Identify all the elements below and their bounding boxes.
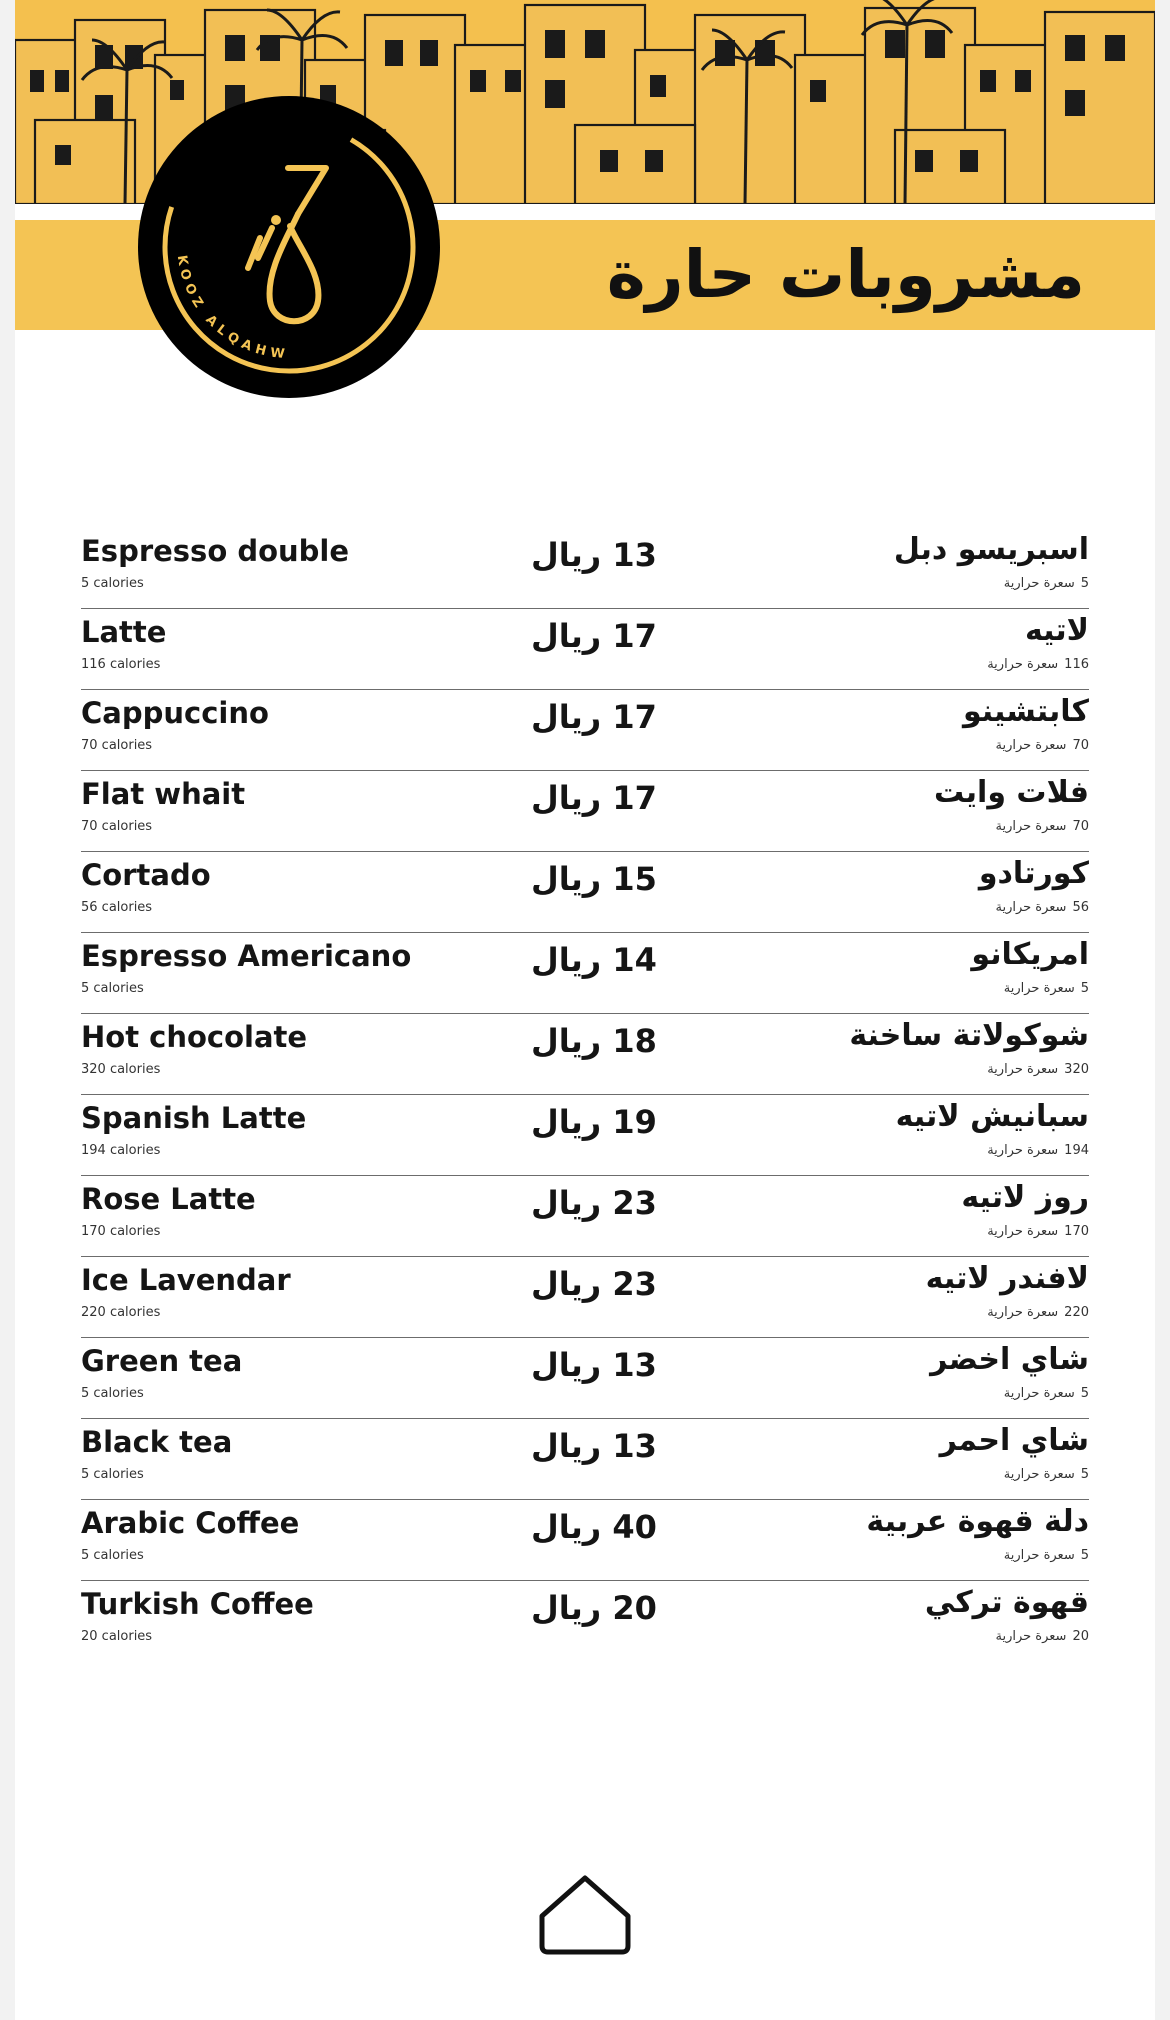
- item-calories-en: 320 calories: [81, 1062, 161, 1077]
- menu-item: [81, 690, 1089, 771]
- item-name-ar: لافندر لاتيه: [925, 1261, 1089, 1296]
- menu-list: [81, 528, 1089, 1662]
- item-calories-ar-value: 5: [1080, 576, 1089, 591]
- item-calories-en: 170 calories: [81, 1224, 161, 1239]
- item-name-en: Ice Lavendar: [81, 1263, 291, 1297]
- item-calories-ar: [995, 738, 1089, 753]
- item-calories-ar-label: سعرة حرارية: [995, 819, 1067, 834]
- item-name-ar: اسبريسو دبل: [893, 532, 1089, 567]
- item-calories-en: 116 calories: [81, 657, 161, 672]
- item-calories-ar-label: سعرة حرارية: [995, 1629, 1067, 1644]
- item-calories-ar: [1004, 1386, 1089, 1401]
- item-calories-ar-label: سعرة حرارية: [987, 1062, 1059, 1077]
- item-name-en: Espresso Americano: [81, 939, 412, 973]
- item-calories-ar: [995, 819, 1089, 834]
- item-calories-ar-label: سعرة حرارية: [1003, 981, 1075, 996]
- item-calories-en: 20 calories: [81, 1629, 153, 1644]
- item-calories-ar-label: سعرة حرارية: [987, 1305, 1059, 1320]
- item-price: 17 ريال: [531, 779, 657, 817]
- item-price: 15 ريال: [531, 860, 657, 898]
- item-name-en: Hot chocolate: [81, 1020, 308, 1054]
- menu-item: [81, 771, 1089, 852]
- item-calories-en: 56 calories: [81, 900, 153, 915]
- item-calories-ar-value: 56: [1072, 900, 1089, 915]
- item-calories-ar-label: سعرة حرارية: [1003, 1467, 1075, 1482]
- item-price: 14 ريال: [531, 941, 657, 979]
- item-name-ar: روز لاتيه: [961, 1180, 1089, 1215]
- item-calories-ar: [987, 1224, 1089, 1239]
- item-name-en: Green tea: [81, 1344, 243, 1378]
- item-calories-en: 70 calories: [81, 738, 153, 753]
- menu-item: [81, 1014, 1089, 1095]
- item-name-en: Arabic Coffee: [81, 1506, 300, 1540]
- item-price: 40 ريال: [531, 1508, 657, 1546]
- item-calories-ar: [987, 657, 1089, 672]
- item-calories-ar: [995, 1629, 1089, 1644]
- item-calories-ar: [987, 1305, 1089, 1320]
- page-title: مشروبات حارة: [606, 236, 1085, 313]
- item-calories-ar-value: 20: [1072, 1629, 1089, 1644]
- item-name-en: Rose Latte: [81, 1182, 256, 1216]
- menu-item: [81, 1500, 1089, 1581]
- menu-item: [81, 1257, 1089, 1338]
- item-calories-en: 5 calories: [81, 576, 144, 591]
- menu-item: [81, 1419, 1089, 1500]
- item-calories-en: 220 calories: [81, 1305, 161, 1320]
- item-calories-ar-value: 320: [1064, 1062, 1089, 1077]
- item-name-en: Espresso double: [81, 534, 350, 568]
- item-name-ar: فلات وايت: [934, 775, 1089, 810]
- item-calories-ar: [1004, 981, 1089, 996]
- item-price: 13 ريال: [531, 1427, 657, 1465]
- item-name-ar: كورتادو: [978, 856, 1089, 891]
- home-icon: [534, 1872, 636, 1958]
- item-price: 13 ريال: [531, 536, 657, 574]
- item-name-en: Flat whait: [81, 777, 246, 811]
- item-calories-ar-label: سعرة حرارية: [987, 657, 1059, 672]
- item-price: 23 ريال: [531, 1265, 657, 1303]
- item-calories-ar-value: 5: [1080, 1548, 1089, 1563]
- item-price: 20 ريال: [531, 1589, 657, 1627]
- item-calories-ar-label: سعرة حرارية: [995, 900, 1067, 915]
- item-name-ar: قهوة تركي: [924, 1585, 1089, 1620]
- item-name-ar: كابتشينو: [962, 694, 1089, 729]
- item-calories-ar-label: سعرة حرارية: [987, 1224, 1059, 1239]
- logo-text: KOOZ ALQAHW: [173, 254, 290, 363]
- item-name-ar: شاي احمر: [939, 1423, 1089, 1458]
- item-calories-ar: [1004, 576, 1089, 591]
- item-calories-ar: [1004, 1467, 1089, 1482]
- item-calories-ar: [995, 900, 1089, 915]
- item-calories-ar: [987, 1143, 1089, 1158]
- menu-item: [81, 528, 1089, 609]
- menu-item: [81, 852, 1089, 933]
- item-name-en: Cappuccino: [81, 696, 269, 730]
- item-calories-en: 5 calories: [81, 981, 144, 996]
- item-name-ar: شاي اخضر: [930, 1342, 1089, 1377]
- item-price: 17 ريال: [531, 698, 657, 736]
- item-price: 13 ريال: [531, 1346, 657, 1384]
- item-calories-en: 70 calories: [81, 819, 153, 834]
- item-calories-ar-value: 170: [1064, 1224, 1089, 1239]
- item-name-en: Turkish Coffee: [81, 1587, 314, 1621]
- item-name-ar: دلة قهوة عربية: [866, 1504, 1089, 1539]
- item-calories-ar-value: 5: [1080, 1467, 1089, 1482]
- item-calories-ar-label: سعرة حرارية: [995, 738, 1067, 753]
- item-calories-ar-label: سعرة حرارية: [1003, 1548, 1075, 1563]
- menu-item: [81, 1176, 1089, 1257]
- item-calories-en: 5 calories: [81, 1548, 144, 1563]
- menu-item: [81, 1338, 1089, 1419]
- home-button[interactable]: [534, 1872, 636, 1958]
- item-calories-ar-value: 70: [1072, 738, 1089, 753]
- item-calories-ar-value: 5: [1080, 1386, 1089, 1401]
- item-calories-ar-value: 194: [1064, 1143, 1089, 1158]
- item-calories-ar-value: 70: [1072, 819, 1089, 834]
- menu-item: [81, 1095, 1089, 1176]
- item-calories-ar-value: 220: [1064, 1305, 1089, 1320]
- item-price: 23 ريال: [531, 1184, 657, 1222]
- item-calories-en: 194 calories: [81, 1143, 161, 1158]
- item-calories-ar-label: سعرة حرارية: [987, 1143, 1059, 1158]
- page-frame-left: [0, 0, 15, 2020]
- item-price: 18 ريال: [531, 1022, 657, 1060]
- item-calories-ar-label: سعرة حرارية: [1003, 1386, 1075, 1401]
- item-name-en: Latte: [81, 615, 167, 649]
- item-price: 17 ريال: [531, 617, 657, 655]
- item-name-en: Spanish Latte: [81, 1101, 307, 1135]
- menu-item: [81, 1581, 1089, 1662]
- item-calories-ar-value: 116: [1064, 657, 1089, 672]
- item-name-ar: امريكانو: [971, 937, 1089, 972]
- item-name-en: Black tea: [81, 1425, 233, 1459]
- item-calories-ar-value: 5: [1080, 981, 1089, 996]
- menu-item: [81, 609, 1089, 690]
- brand-logo: [138, 96, 440, 398]
- item-price: 19 ريال: [531, 1103, 657, 1141]
- item-name-en: Cortado: [81, 858, 211, 892]
- item-calories-ar: [1004, 1548, 1089, 1563]
- item-name-ar: لاتيه: [1024, 613, 1089, 648]
- item-calories-en: 5 calories: [81, 1386, 144, 1401]
- item-name-ar: شوكولاتة ساخنة: [849, 1018, 1089, 1053]
- item-calories-en: 5 calories: [81, 1467, 144, 1482]
- item-calories-ar-label: سعرة حرارية: [1003, 576, 1075, 591]
- item-name-ar: سبانيش لاتيه: [895, 1099, 1089, 1134]
- menu-item: [81, 933, 1089, 1014]
- item-calories-ar: [987, 1062, 1089, 1077]
- page-frame-right: [1155, 0, 1170, 2020]
